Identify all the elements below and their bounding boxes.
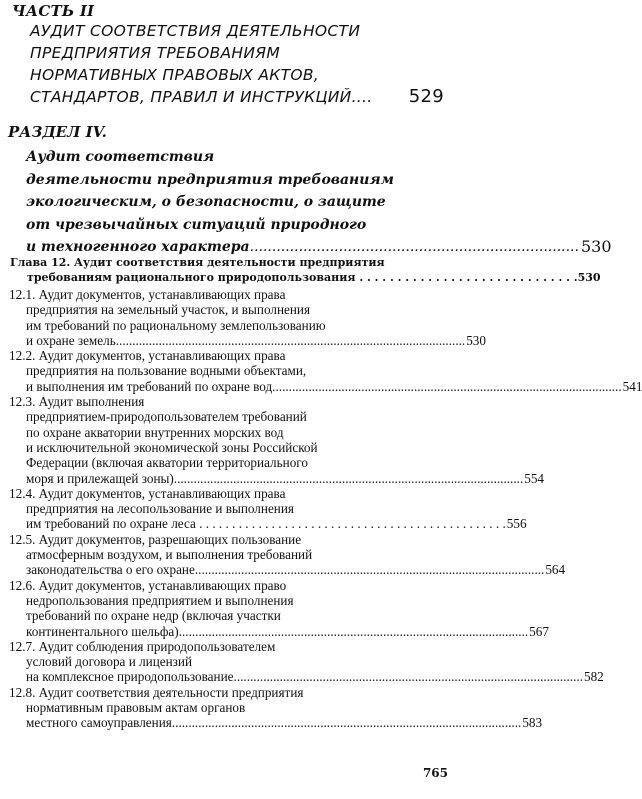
entry-line: и охране земель .......................................................................................................... 530 xyxy=(26,332,486,348)
entry-line: Федерации (включая акватории территориального xyxy=(26,455,308,471)
entry-line: требований по охране недр (включая участки xyxy=(26,608,281,624)
entry-line: местного самоуправления .......................................................................................................... 583 xyxy=(26,715,543,731)
toc-entry[interactable] xyxy=(9,287,486,348)
entry-line: 12.5. Аудит документов, разрешающих пользование xyxy=(9,531,302,547)
entry-line: атмосферным воздухом, и выполнения требований xyxy=(26,547,313,563)
dot-leader: .......................................................................................................... xyxy=(173,470,524,486)
section-page-number: 530 xyxy=(580,237,612,256)
dot-leader: . . . . . . . . . . . . . . . . . . . . . . . . . . . . . xyxy=(355,271,578,284)
entry-line: моря и прилежащей зоны) .......................................................................................................... 554 xyxy=(26,470,545,486)
chapter-line: требованиям рационального природопользования . . . . . . . . . . . . . . . . . . . . . . . . . . . . . 530 xyxy=(27,271,601,284)
toc-entry[interactable] xyxy=(9,348,642,394)
chapter-heading xyxy=(10,255,601,285)
entry-line: 12.4. Аудит документов, устанавливающих права xyxy=(9,485,286,501)
toc-entry[interactable] xyxy=(9,531,566,578)
part-title-line: АУДИТ СООТВЕТСТВИЯ ДЕЯТЕЛЬНОСТИ xyxy=(30,22,361,40)
entry-line: предприятия на земельный участок, и выполнения xyxy=(26,302,311,318)
entry-line: им требований по охране леса . . . . . . . . . . . . . . . . . . . . . . . . . . . . . . . . . . . . . . . . . . . . . . . 556 xyxy=(26,516,527,532)
dot-leader: .......................................................................................................... xyxy=(171,715,522,731)
toc-entry[interactable] xyxy=(9,638,604,685)
dot-leader: .......................................................................................................... xyxy=(233,669,583,685)
entry-page-number: 556 xyxy=(506,516,527,532)
part-title xyxy=(30,20,450,108)
toc-entry[interactable] xyxy=(9,684,543,731)
part-title-line: СТАНДАРТОВ, ПРАВИЛ И ИНСТРУКЦИЙ.... 529 xyxy=(30,86,450,108)
section-title-line: Аудит соответствия xyxy=(26,149,215,165)
entry-line: предприятия на лесопользование и выполнения xyxy=(26,501,294,517)
section-label: РАЗДЕЛ IV. xyxy=(8,123,107,141)
entry-line: 12.8. Аудит соответствия деятельности предприятия xyxy=(9,684,304,700)
entry-line: условий договора и лицензий xyxy=(26,654,192,670)
entry-line: и выполнения им требований по охране вод .......................................................................................................... 541 xyxy=(26,378,642,394)
dot-leader: .......................................................................................................... xyxy=(272,378,622,394)
entry-line: 12.1. Аудит документов, устанавливающих права xyxy=(9,287,286,302)
dot-leader: . . . . . . . . . . . . . . . . . . . . . . . . . . . . . . . . . . . . . . . . . . . . . . . xyxy=(195,516,506,532)
entry-line: нормативным правовым актам органов xyxy=(26,700,246,716)
dot-leader: .......................................................................................................... xyxy=(115,332,466,348)
chapter-line: Глава 12. Аудит соответствия деятельности предприятия xyxy=(10,256,385,269)
entry-line: законодательства о его охране .......................................................................................................... 564 xyxy=(26,562,566,578)
entry-page-number: 582 xyxy=(583,669,604,685)
toc-entry[interactable] xyxy=(9,394,545,486)
section-title-line: экологическим, о безопасности, о защите xyxy=(26,194,386,210)
dot-leader: .......................................................................................................... xyxy=(194,562,545,578)
page-number: 765 xyxy=(422,766,448,780)
entry-line: 12.2. Аудит документов, устанавливающих права xyxy=(9,348,286,364)
entry-page-number: 583 xyxy=(522,715,543,731)
section-title-line: деятельности предприятия требованиям xyxy=(26,171,394,188)
chapter-page-number: 530 xyxy=(577,271,601,284)
section-title-line: от чрезвычайных ситуаций природного xyxy=(26,216,367,233)
part-page-number: 529 xyxy=(408,86,444,107)
dot-leader: .......................................................................... xyxy=(249,239,579,255)
toc-entry[interactable] xyxy=(9,577,549,639)
entry-page-number: 564 xyxy=(545,562,566,578)
entry-line: им требований по рациональному землепользованию xyxy=(26,317,326,333)
entry-line: на комплексное природопользование .......................................................................................................... 582 xyxy=(26,669,604,685)
entry-line: 12.3. Аудит выполнения xyxy=(9,394,145,410)
entry-line: предприятием-природопользователем требований xyxy=(26,409,307,425)
entry-line: континентального шельфа) .......................................................................................................... 567 xyxy=(26,623,549,639)
toc-entry[interactable] xyxy=(9,485,527,532)
part-title-line: НОРМАТИВНЫХ ПРАВОВЫХ АКТОВ, xyxy=(30,66,319,84)
entry-line: по охране акватории внутренних морских вод xyxy=(26,424,284,440)
entry-page-number: 530 xyxy=(466,332,486,348)
section-title xyxy=(26,146,612,259)
entry-line: предприятия на пользование водными объектами, xyxy=(26,363,307,379)
entry-line: недропользования предприятием и выполнения xyxy=(26,592,294,608)
entry-page-number: 567 xyxy=(529,623,549,639)
part-title-line: ПРЕДПРИЯТИЯ ТРЕБОВАНИЯМ xyxy=(30,44,281,62)
dot-leader: .......................................................................................................... xyxy=(178,623,529,639)
part-label: ЧАСТЬ II xyxy=(12,2,95,20)
entry-page-number: 554 xyxy=(524,470,545,486)
entry-page-number: 541 xyxy=(622,378,642,394)
section-title-line: и техногенного характера .......................................................................... 530 xyxy=(26,236,454,259)
entry-line: 12.7. Аудит соблюдения природопользователем xyxy=(9,638,276,654)
entry-line: и исключительной экономической зоны Российской xyxy=(26,439,318,455)
entry-line: 12.6. Аудит документов, устанавливающих право xyxy=(9,577,287,593)
toc-entries xyxy=(9,287,642,731)
